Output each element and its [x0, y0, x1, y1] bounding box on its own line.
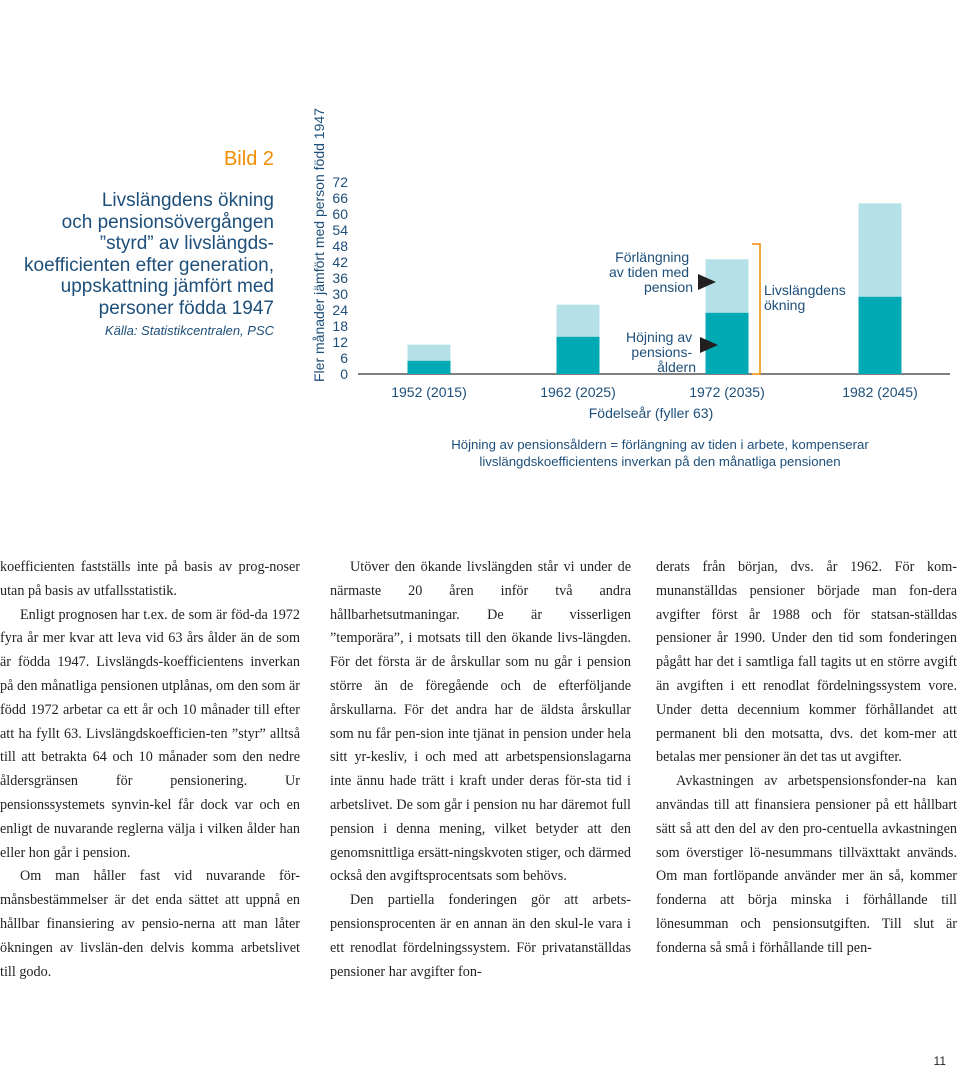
- bar-segment: [859, 203, 902, 296]
- lifespan-bracket: [752, 244, 760, 374]
- figure-label: Bild 2: [223, 148, 274, 170]
- y-tick-label: 42: [332, 254, 348, 270]
- extension-annotation: Förlängning av tiden med pension: [608, 249, 693, 295]
- x-tick-label: 1962 (2025): [540, 384, 616, 400]
- text-column-1: [0, 556, 300, 984]
- bar-segment: [859, 297, 902, 374]
- raise-annotation: Höjning av pensions- åldern: [625, 329, 696, 375]
- bar-segment: [408, 345, 451, 361]
- text-column-2: [330, 556, 631, 984]
- y-axis-label: Fler månader jämfört med person född 1947: [311, 108, 327, 382]
- y-tick-label: 60: [332, 206, 348, 222]
- bar-segment: [706, 259, 749, 312]
- figure-title-line: och pensionsövergången: [61, 211, 274, 233]
- paragraph: Utöver den ökande livslängden står vi under de närmaste 20 åren inför två andra hållbarhetsutmaningar. De är visserligen ”temporära”, i motsats till den ökande livs-längden. För det första är de årskullar som nu går i pension större än de föregående och de efterföljande årskullarna. För det andra har de äldsta årskullar som nu får pen-sion inte tjänat in pension under hela sitt yr-kesliv, i och med att arbetspensionslagarna inte ännu hade trätt i kraft under deras för-sta tid i arbetslivet. De som går i pension nu har däremot full pension i denna mening, vilket betyder att den genomsnittliga ersätt-ningskvoten stiger, och därmed också den avgiftsprocentsats som behövs.: [330, 559, 631, 885]
- paragraph: derats från början, dvs. år 1962. För kom-munanställdas pensioner började man fon-dera avgifter först år 1988 och för statsan-ställdas pensioner år 1990. Under den tid som fonderingen pågått har det i samtliga fall tagits ut en större avgift än avgiften i ett renodlat fördelningssystem vore. Under detta decennium kommer förhållandet att permanent bli den motsatta, dvs. det kom-mer att betalas mer pensioner än det tas ut avgifter.: [656, 559, 957, 766]
- figure-title-line: uppskattning jämfört med: [60, 276, 274, 297]
- text-column-3: [656, 556, 957, 961]
- y-tick-label: 18: [332, 318, 348, 334]
- y-tick-label: 72: [332, 174, 348, 190]
- figure-title: [0, 190, 274, 319]
- paragraph: Den partiella fonderingen gör att arbets-pensionsprocenten är en annan än den skul-le vara i ett renodlat fördelningssystem. För privatanställdas pensioner har avgifter fon-: [330, 892, 631, 980]
- paragraph: Enligt prognosen har t.ex. de som är föd-da 1972 fyra år mer kvar att leva vid 63 års ålder än de som är födda 1947. Livslängds-koefficientens inverkan på den månatliga pensionen utplånas, om den som är född 1972 arbetar ca ett år och 10 månader till efter att ha fyllt 63. Livslängdskoefficien-ten ”styr” alltså till att betrakta 64 och 10 månader som den nedre åldersgränsen för pensionering. Ur pensionssystemets synvin-kel får dock var och en enligt de nuvarande reglerna välja i vilken ålder han eller hon går i pension.: [0, 606, 300, 861]
- figure-source: Källa: Statistikcentralen, PSC: [104, 323, 274, 338]
- x-tick-label: 1952 (2015): [391, 384, 467, 400]
- bar-segment: [557, 305, 600, 337]
- y-tick-label: 54: [332, 222, 348, 238]
- x-axis-label: Födelseår (fyller 63): [588, 405, 714, 421]
- y-tick-label: 48: [332, 238, 348, 254]
- figure-caption: [0, 146, 274, 338]
- y-tick-label: 0: [340, 366, 348, 382]
- stacked-bar-chart: [300, 60, 950, 430]
- page-number: 11: [933, 1054, 946, 1068]
- y-tick-label: 66: [332, 190, 348, 206]
- bar-segment: [557, 337, 600, 374]
- y-tick-label: 36: [332, 270, 348, 286]
- y-tick-label: 6: [340, 350, 348, 366]
- footnote-line: livslängdskoefficientens inverkan på den månatliga pensionen: [479, 454, 841, 469]
- paragraph: Om man håller fast vid nuvarande för-månsbestämmelser är det enda sättet att uppnå en hållbar finansiering av pensio-nerna att man låter ökningen av livslän-den delvis komma arbetslivet till godo.: [0, 868, 300, 980]
- bar-segment: [408, 361, 451, 374]
- x-tick-label: 1982 (2045): [842, 384, 918, 400]
- y-tick-label: 30: [332, 286, 348, 302]
- y-tick-label: 12: [332, 334, 348, 350]
- footnote-line: Höjning av pensionsåldern = förlängning av tiden i arbete, kompenserar: [451, 437, 869, 452]
- paragraph: koefficienten fastställs inte på basis av prog-noser utan på basis av utfallsstatistik.: [0, 559, 300, 599]
- figure-footnote: [410, 436, 910, 470]
- paragraph: Avkastningen av arbetspensionsfonder-na kan användas till att finansiera pensioner på ett hållbart sätt så att den del av den pro-centuella avkastningen som överstiger lö-nesummans tillväxttakt används. Om man fortlöpande använder mer än så, kommer fonderna att börja minska i förhållande till lönesumman och pensionsutgiften. Till slut är fonderna så små i förhållande till pen-: [656, 773, 957, 956]
- y-tick-label: 24: [332, 302, 348, 318]
- figure-title-line: koefficienten efter generation,: [24, 254, 274, 276]
- x-tick-label: 1972 (2035): [689, 384, 765, 400]
- figure-title-line: Livslängdens ökning: [101, 190, 274, 211]
- figure-title-line: ”styrd” av livslängds-: [99, 233, 274, 254]
- figure-title-line: personer födda 1947: [98, 297, 274, 319]
- lifespan-annotation: Livslängdens ökning: [764, 282, 846, 313]
